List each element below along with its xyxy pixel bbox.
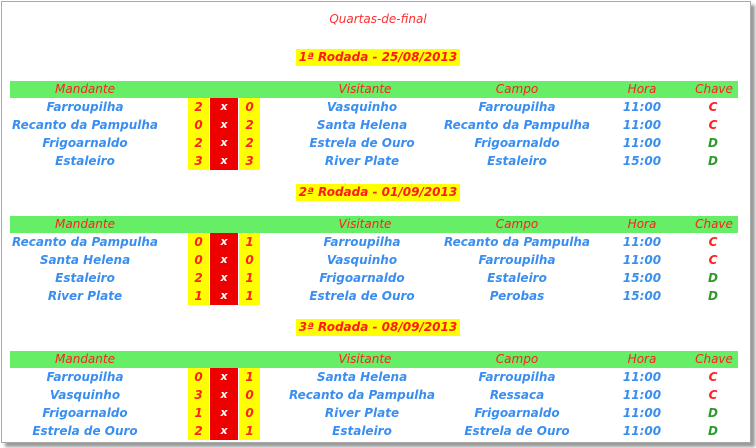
home-score: 2 [188,98,209,116]
field-name: Recanto da Pampulha [443,118,591,132]
home-team: Recanto da Pampulha [11,235,159,249]
match-row [10,422,738,440]
home-score: 0 [188,116,209,134]
home-team: Estaleiro [55,271,115,285]
away-team: Vasquinho [326,100,398,114]
versus-marker: x [210,404,238,422]
match-time: 11:00 [622,253,662,267]
group-key: C [708,253,718,267]
away-score: 3 [239,152,260,170]
home-team: Santa Helena [39,253,131,267]
group-key: D [708,406,718,420]
group-key: D [708,424,718,438]
match-time: 11:00 [622,100,662,114]
versus-marker: x [210,386,238,404]
away-team: Frigoarnaldo [319,271,405,285]
home-score: 0 [188,251,209,269]
field-name: Farroupilha [478,100,556,114]
field-name: Recanto da Pampulha [443,235,591,249]
match-row [10,233,738,251]
field-name: Estaleiro [487,271,547,285]
table-header [10,351,738,368]
away-team: Estrela de Ouro [309,289,415,303]
header-campo: Campo [495,82,539,96]
group-key: D [708,289,718,303]
header-visitante: Visitante [338,352,392,366]
home-team: Frigoarnaldo [42,406,128,420]
away-team: Recanto da Pampulha [288,388,436,402]
match-row [10,404,738,422]
header-chave: Chave [695,352,733,366]
versus-marker: x [210,152,238,170]
group-key: C [708,370,718,384]
home-score: 0 [188,233,209,251]
header-campo: Campo [495,352,539,366]
match-time: 11:00 [622,370,662,384]
match-time: 15:00 [622,271,662,285]
home-team: Farroupilha [46,370,124,384]
field-name: Estrela de Ouro [464,424,570,438]
header-chave: Chave [695,82,733,96]
away-team: Farroupilha [323,235,401,249]
match-row [10,269,738,287]
versus-marker: x [210,368,238,386]
group-key: C [708,388,718,402]
header-hora: Hora [627,352,657,366]
home-score: 2 [188,134,209,152]
match-time: 11:00 [622,118,662,132]
home-team: River Plate [47,289,123,303]
match-time: 11:00 [622,388,662,402]
away-team: Santa Helena [316,370,408,384]
versus-marker: x [210,116,238,134]
home-team: Estaleiro [55,154,115,168]
versus-marker: x [210,269,238,287]
field-name: Perobas [489,289,545,303]
away-score: 1 [239,287,260,305]
match-row [10,368,738,386]
match-time: 15:00 [622,289,662,303]
match-row [10,251,738,269]
home-team: Vasquinho [49,388,121,402]
home-score: 0 [188,368,209,386]
group-key: C [708,118,718,132]
field-name: Ressaca [489,388,545,402]
away-score: 1 [239,422,260,440]
away-score: 0 [239,251,260,269]
match-row [10,386,738,404]
versus-marker: x [210,98,238,116]
versus-marker: x [210,251,238,269]
away-score: 2 [239,134,260,152]
round-title: 1ª Rodada - 25/08/2013 [296,49,460,66]
round-title-wrap [0,181,756,201]
home-team: Estrela de Ouro [32,424,138,438]
match-row [10,134,738,152]
table-header [10,216,738,233]
match-time: 11:00 [622,235,662,249]
away-score: 0 [239,404,260,422]
away-score: 1 [239,233,260,251]
header-hora: Hora [627,82,657,96]
home-team: Frigoarnaldo [42,136,128,150]
table-header [10,81,738,98]
home-score: 3 [188,152,209,170]
versus-marker: x [210,134,238,152]
field-name: Frigoarnaldo [474,136,560,150]
group-key: D [708,136,718,150]
group-key: C [708,100,718,114]
away-team: Vasquinho [326,253,398,267]
home-score: 2 [188,269,209,287]
home-score: 2 [188,422,209,440]
field-name: Farroupilha [478,370,556,384]
header-chave: Chave [695,217,733,231]
header-mandante: Mandante [55,217,115,231]
field-name: Farroupilha [478,253,556,267]
header-hora: Hora [627,217,657,231]
field-name: Estaleiro [487,154,547,168]
away-team: Santa Helena [316,118,408,132]
header-visitante: Visitante [338,217,392,231]
header-mandante: Mandante [55,82,115,96]
field-name: Frigoarnaldo [474,406,560,420]
match-row [10,98,738,116]
group-key: D [708,154,718,168]
match-time: 11:00 [622,136,662,150]
versus-marker: x [210,422,238,440]
round-title: 2ª Rodada - 01/09/2013 [296,184,460,201]
away-score: 0 [239,386,260,404]
match-time: 11:00 [622,406,662,420]
home-score: 3 [188,386,209,404]
header-mandante: Mandante [55,352,115,366]
away-team: Estaleiro [332,424,392,438]
home-team: Farroupilha [46,100,124,114]
header-campo: Campo [495,217,539,231]
away-team: Estrela de Ouro [309,136,415,150]
page-title: Quartas-de-final [329,12,427,26]
away-score: 0 [239,98,260,116]
home-score: 1 [188,404,209,422]
match-row [10,116,738,134]
home-team: Recanto da Pampulha [11,118,159,132]
versus-marker: x [210,287,238,305]
match-row [10,287,738,305]
match-time: 15:00 [622,154,662,168]
round-title-wrap [0,316,756,336]
match-row [10,152,738,170]
round-title-wrap [0,46,756,66]
away-score: 2 [239,116,260,134]
home-score: 1 [188,287,209,305]
match-time: 11:00 [622,424,662,438]
away-team: River Plate [324,154,400,168]
header-visitante: Visitante [338,82,392,96]
round-title: 3ª Rodada - 08/09/2013 [296,319,460,336]
away-score: 1 [239,269,260,287]
group-key: D [708,271,718,285]
away-team: River Plate [324,406,400,420]
group-key: C [708,235,718,249]
versus-marker: x [210,233,238,251]
away-score: 1 [239,368,260,386]
